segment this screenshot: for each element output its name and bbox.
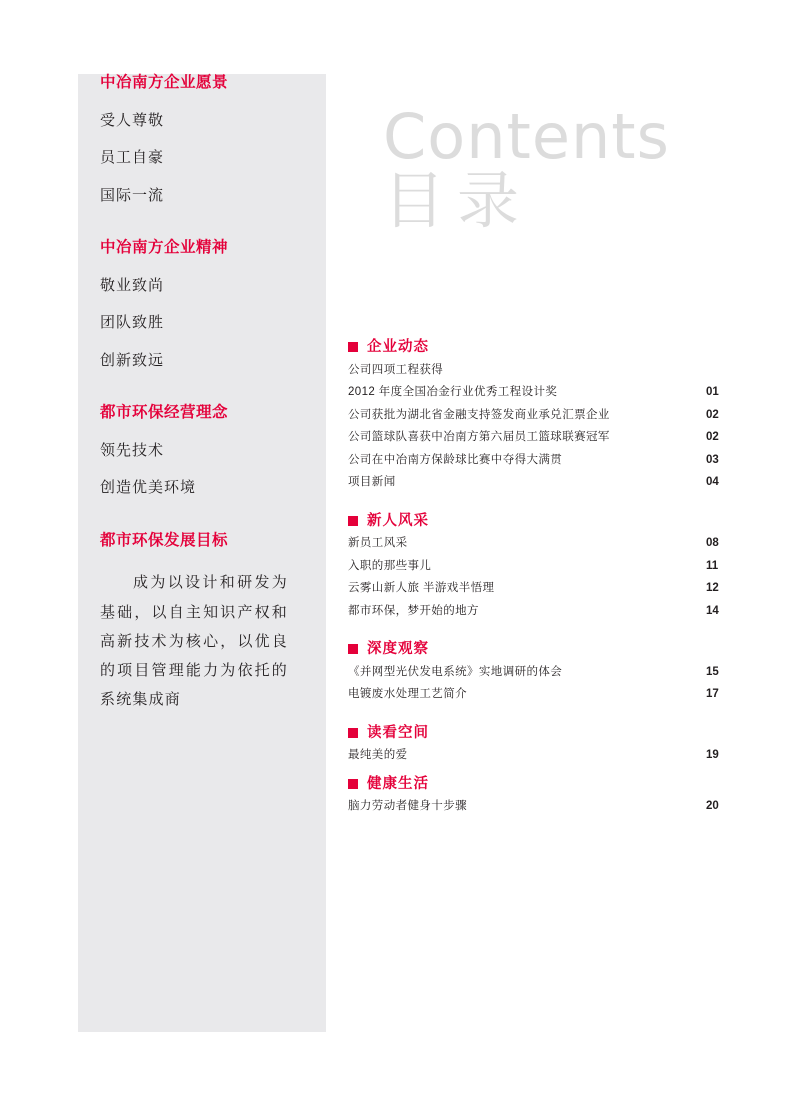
spirit-title: 中冶南方企业精神 (100, 239, 229, 257)
section-header (348, 514, 740, 529)
toc-entry-page: 01 (706, 386, 719, 398)
section-title: 新人风采 (367, 512, 429, 529)
toc-entry-page: 03 (706, 453, 719, 466)
vision-title: 中冶南方企业愿景 (100, 74, 229, 91)
philosophy-title: 都市环保经营理念 (100, 404, 229, 422)
toc-entry-page: 19 (706, 749, 719, 761)
philosophy-line-1: 领先技术 (100, 441, 165, 459)
toc-row[interactable] (348, 561, 740, 573)
section-title: 深度观察 (367, 641, 429, 657)
goal-title: 都市环保发展目标 (100, 531, 229, 549)
vision-line-1: 受人尊敬 (100, 111, 165, 129)
square-bullet-icon (348, 644, 358, 654)
square-bullet-icon (348, 342, 358, 352)
section-spacer (348, 628, 740, 642)
toc-entry-text: 脑力劳动者健身十步骤 (348, 800, 467, 812)
toc-section-new-employees (348, 514, 740, 618)
toc-row[interactable] (348, 387, 740, 399)
toc-row[interactable] (348, 606, 740, 618)
spirit-line-3: 创新致远 (100, 351, 165, 369)
toc-row[interactable] (348, 477, 740, 489)
toc-row[interactable] (348, 583, 740, 595)
page-title-chinese: 目录 (383, 166, 532, 236)
section-spacer (348, 500, 740, 514)
toc-row[interactable] (348, 689, 740, 701)
toc-section-reading-space (348, 726, 740, 762)
toc-entry-text: 公司在中冶南方保龄球比赛中夺得大满贯 (348, 453, 563, 466)
section-header (348, 340, 740, 355)
toc-row[interactable] (348, 667, 740, 679)
toc-row[interactable] (348, 538, 740, 550)
goal-block (100, 532, 305, 715)
section-header (348, 642, 740, 657)
toc-entry-text: 最纯美的爱 (348, 749, 408, 761)
toc-row[interactable] (348, 365, 740, 377)
toc-entry-page: 02 (706, 408, 719, 421)
philosophy-line-2: 创造优美环境 (100, 479, 197, 497)
toc-entry-page: 11 (706, 559, 719, 572)
toc-entry-text: 公司篮球队喜获中冶南方第六届员工篮球联赛冠军 (348, 431, 610, 443)
spirit-line-2: 团队致胜 (100, 314, 165, 332)
toc-section-corporate-news (348, 340, 740, 489)
section-title: 健康生活 (367, 775, 429, 792)
spirit-block (100, 239, 305, 370)
toc-entry-text: 《并网型光伏发电系统》实地调研的体会 (348, 665, 563, 678)
toc-row[interactable] (348, 432, 740, 444)
toc-entry-text: 公司四项工程获得 (348, 363, 444, 376)
section-header (348, 726, 740, 741)
toc-entry-text: 电镀废水处理工艺简介 (348, 688, 467, 700)
square-bullet-icon (348, 779, 358, 789)
toc-entry-page: 02 (706, 431, 719, 443)
left-panel-content (100, 74, 305, 749)
section-spacer (348, 712, 740, 726)
toc-entry-page: 17 (706, 688, 719, 700)
section-title: 企业动态 (367, 339, 429, 355)
toc-row[interactable] (348, 801, 740, 813)
square-bullet-icon (348, 728, 358, 738)
toc-entry-page: 20 (706, 800, 719, 812)
toc-entry-text: 都市环保，梦开始的地方 (348, 604, 479, 617)
vision-line-2: 员工自豪 (100, 149, 165, 167)
toc-row[interactable] (348, 750, 740, 762)
page-title-english: Contents (383, 100, 670, 173)
toc-section-deep-observation (348, 642, 740, 701)
section-header (348, 777, 740, 792)
spirit-line-1: 敬业致尚 (100, 276, 165, 294)
square-bullet-icon (348, 516, 358, 526)
toc-entry-page: 08 (706, 537, 719, 549)
page-title (383, 100, 743, 236)
toc-entry-page: 15 (706, 665, 719, 678)
toc-entry-page: 04 (706, 476, 719, 488)
toc-entry-page: 14 (706, 604, 719, 617)
section-title: 读看空间 (367, 724, 429, 741)
toc-entry-text: 云雾山新人旅 半游戏半悟理 (348, 582, 495, 594)
goal-text: 成为以设计和研发为基础，以自主知识产权和高新技术为核心，以优良的项目管理能力为依托的系统集成商 (100, 574, 288, 709)
toc-entry-text: 公司获批为湖北省金融支持签发商业承兑汇票企业 (348, 408, 610, 421)
toc-row[interactable] (348, 455, 740, 467)
vision-line-3: 国际一流 (100, 186, 165, 204)
philosophy-block (100, 404, 305, 498)
toc-entry-text: 2012 年度全国冶金行业优秀工程设计奖 (348, 386, 558, 398)
toc-section-healthy-living (348, 777, 740, 813)
table-of-contents (348, 340, 740, 824)
toc-entry-text: 入职的那些事儿 (348, 559, 432, 572)
toc-entry-text: 项目新闻 (348, 476, 396, 488)
toc-entry-text: 新员工风采 (348, 537, 408, 549)
toc-row[interactable] (348, 410, 740, 422)
toc-entry-page: 12 (706, 582, 719, 594)
vision-block (100, 74, 305, 205)
